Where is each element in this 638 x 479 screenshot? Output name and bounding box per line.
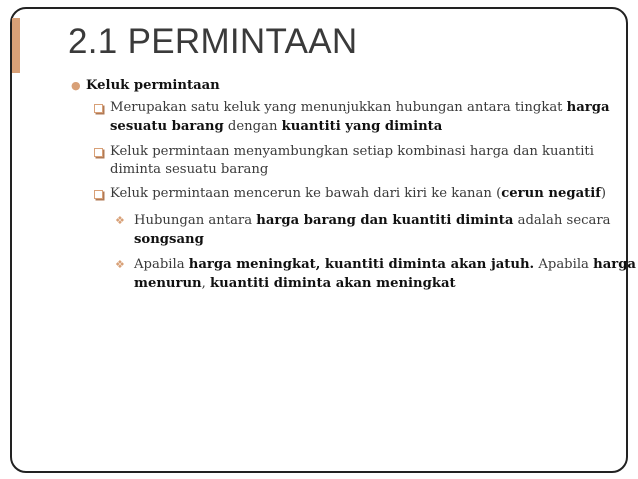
level1-label: Keluk permintaan [86, 78, 220, 93]
sub-list-item: Apabila harga meningkat, kuantiti diminta akan jatuh. Apabila harga [134, 257, 636, 272]
slide-title: 2.1 PERMINTAAN [68, 22, 358, 61]
diamond-bullet-icon: ❖ [115, 214, 125, 227]
list-item: Keluk permintaan mencerun ke bawah dari kiri ke kanan (cerun negatif) [110, 186, 607, 201]
list-item-continuation: sesuatu barang dengan kuantiti yang diminta [110, 119, 443, 134]
square-bullet-icon [94, 190, 103, 199]
list-item-continuation: diminta sesuatu barang [110, 162, 269, 177]
diamond-bullet-icon: ❖ [115, 258, 125, 271]
sub-list-item-continuation: songsang [134, 232, 204, 247]
sub-list-item: Hubungan antara harga barang dan kuantiti diminta adalah secara [134, 213, 611, 228]
list-item: Merupakan satu keluk yang menunjukkan hubungan antara tingkat harga [110, 100, 610, 115]
sub-list-item-continuation: menurun, kuantiti diminta akan meningkat [134, 276, 456, 291]
square-bullet-icon [94, 104, 103, 113]
title-accent-bar [12, 18, 20, 73]
list-item: Keluk permintaan menyambungkan setiap kombinasi harga dan kuantiti [110, 144, 594, 159]
square-bullet-icon [94, 148, 103, 157]
round-bullet-icon: ● [71, 79, 81, 92]
